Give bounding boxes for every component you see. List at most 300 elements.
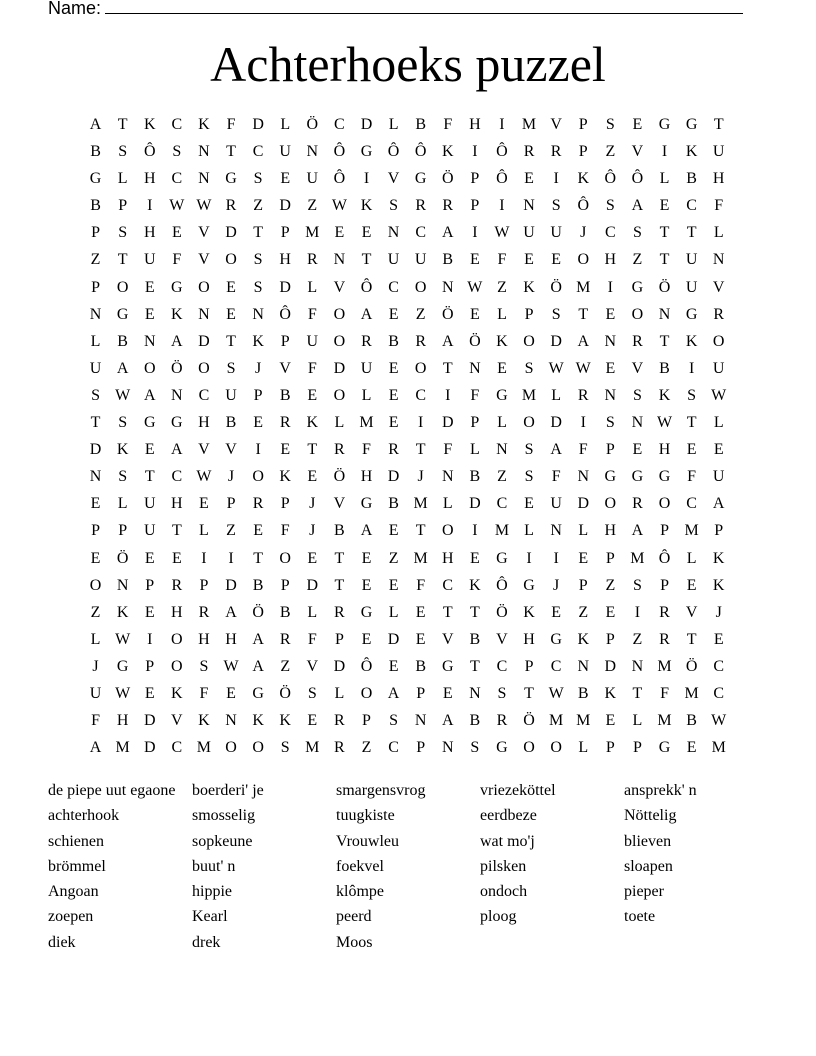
grid-letter: F [443, 441, 453, 459]
grid-letter: M [305, 224, 320, 242]
grid-letter: E [280, 170, 291, 188]
grid-letter: K [306, 414, 319, 432]
grid-letter: B [90, 143, 101, 161]
grid-letter: J [715, 603, 722, 621]
grid-letter: S [280, 739, 290, 757]
grid-letter: Ö [306, 116, 319, 133]
grid-letter: C [415, 386, 426, 404]
grid-letter: P [605, 739, 615, 757]
grid-letter: B [415, 116, 426, 133]
grid-letter: M [711, 739, 726, 757]
grid-letter: G [658, 739, 671, 757]
grid-letter: Z [497, 278, 507, 296]
grid-letter: E [144, 603, 155, 621]
grid-letter: T [442, 603, 453, 621]
grid-row [82, 382, 734, 409]
grid-letter: N [441, 468, 454, 486]
grid-letter: B [686, 712, 697, 730]
grid-letter: R [225, 197, 237, 215]
grid-letter: D [225, 224, 237, 242]
grid-letter: S [470, 739, 480, 757]
grid-letter: E [605, 603, 616, 621]
grid-letter: S [632, 386, 642, 404]
grid-letter: S [605, 116, 615, 133]
grid-letter: N [658, 305, 671, 323]
grid-letter: E [605, 712, 616, 730]
grid-letter: B [252, 576, 264, 594]
grid-letter: P [280, 224, 290, 242]
grid-letter: E [388, 414, 399, 432]
grid-letter: E [388, 522, 399, 540]
grid-letter: G [685, 305, 698, 323]
grid-letter: Z [632, 630, 643, 648]
grid-letter: H [360, 468, 373, 486]
grid-letter: G [171, 278, 183, 296]
grid-letter: E [226, 684, 236, 702]
grid-letter: T [659, 332, 670, 350]
grid-letter: U [306, 170, 319, 188]
word-list-item: hippie [192, 883, 232, 901]
grid-letter: N [441, 278, 454, 296]
grid-letter: N [712, 251, 725, 269]
grid-letter: M [576, 278, 591, 296]
grid-letter: H [604, 251, 617, 269]
grid-letter: L [469, 441, 480, 459]
grid-letter: E [713, 630, 724, 648]
grid-letter: F [91, 712, 100, 730]
grid-letter: M [521, 116, 537, 133]
grid-letter: P [470, 197, 480, 215]
grid-letter: E [415, 603, 426, 621]
word-list-item: ploog [480, 908, 517, 926]
grid-letter: R [334, 739, 345, 757]
grid-letter: E [388, 657, 399, 675]
grid-letter: N [604, 386, 617, 404]
grid-row [82, 490, 734, 517]
grid-letter: G [685, 116, 698, 133]
grid-letter: L [280, 116, 291, 133]
grid-row [82, 111, 734, 138]
grid-letter: S [524, 468, 534, 486]
grid-letter: G [441, 657, 454, 675]
grid-letter: H [198, 414, 210, 432]
word-list-item: peerd [336, 908, 372, 926]
grid-letter: P [470, 414, 480, 432]
grid-letter: P [362, 712, 371, 730]
grid-letter: W [575, 359, 591, 377]
grid-letter: C [388, 739, 399, 757]
grid-letter: U [414, 251, 427, 269]
grid-letter: R [334, 603, 345, 621]
grid-letter: T [117, 116, 128, 133]
grid-letter: F [199, 684, 209, 702]
grid-letter: P [91, 224, 100, 242]
grid-letter: D [252, 116, 264, 133]
word-list-item: Angoan [48, 883, 99, 901]
word-list-item: drek [192, 933, 221, 951]
grid-letter: T [226, 143, 236, 161]
grid-letter: T [253, 549, 263, 567]
grid-letter: E [144, 684, 155, 702]
grid-letter: F [280, 522, 290, 540]
grid-letter: S [389, 197, 399, 215]
grid-letter: U [712, 359, 725, 377]
grid-letter: D [469, 495, 481, 513]
grid-letter: G [116, 657, 129, 675]
grid-row [82, 328, 734, 355]
grid-row [82, 192, 734, 219]
grid-letter: F [307, 305, 317, 323]
grid-letter: W [711, 386, 727, 404]
grid-letter: W [494, 224, 510, 242]
grid-letter: O [414, 278, 427, 296]
grid-letter: P [226, 495, 236, 513]
grid-letter: G [550, 630, 562, 648]
grid-letter: C [198, 386, 210, 404]
grid-letter: H [198, 630, 210, 648]
grid-letter: Ö [116, 549, 129, 567]
grid-letter: A [116, 359, 129, 377]
grid-letter: A [631, 197, 644, 215]
grid-letter: M [630, 549, 645, 567]
grid-letter: P [416, 684, 426, 702]
grid-letter: E [551, 603, 562, 621]
grid-letter: N [496, 441, 508, 459]
word-list-item: smargensvrog [336, 782, 426, 799]
grid-letter: U [360, 359, 373, 377]
grid-letter: S [253, 278, 263, 296]
grid-letter: I [526, 549, 532, 567]
grid-letter: L [334, 414, 345, 432]
grid-letter: Ô [333, 143, 346, 161]
grid-letter: Ö [496, 603, 508, 621]
grid-letter: I [472, 522, 478, 540]
grid-letter: R [713, 305, 725, 323]
grid-letter: V [198, 224, 210, 242]
grid-letter: V [496, 630, 508, 648]
grid-letter: B [442, 251, 454, 269]
grid-letter: E [171, 224, 182, 242]
grid-letter: I [228, 549, 234, 567]
grid-letter: R [334, 712, 345, 730]
grid-letter: E [144, 549, 155, 567]
grid-letter: V [712, 278, 725, 296]
grid-letter: O [225, 739, 237, 757]
grid-letter: I [499, 116, 505, 133]
grid-letter: U [685, 251, 698, 269]
grid-letter: U [279, 143, 291, 161]
grid-letter: Ô [360, 278, 373, 296]
grid-row [82, 626, 734, 653]
grid-letter: T [334, 576, 345, 594]
grid-letter: C [388, 278, 399, 296]
grid-letter: E [686, 441, 697, 459]
grid-letter: R [334, 441, 345, 459]
grid-letter: R [388, 441, 399, 459]
grid-letter: P [470, 170, 480, 188]
word-list-item: pieper [624, 883, 664, 901]
grid-letter: I [363, 170, 370, 188]
grid-letter: I [472, 143, 478, 161]
grid-letter: U [550, 495, 562, 513]
grid-letter: E [713, 441, 724, 459]
grid-letter: E [307, 468, 318, 486]
grid-letter: W [331, 197, 347, 215]
grid-letter: C [550, 657, 562, 675]
grid-letter: G [143, 414, 156, 432]
grid-letter: V [550, 116, 562, 133]
word-list-item: Kearl [192, 908, 228, 926]
grid-letter: A [387, 684, 400, 702]
grid-letter: S [199, 657, 209, 675]
grid-letter: T [632, 684, 643, 702]
grid-letter: L [117, 170, 128, 188]
grid-letter: V [631, 143, 644, 161]
grid-letter: E [253, 522, 263, 540]
grid-letter: G [414, 170, 427, 188]
grid-letter: K [360, 197, 373, 215]
grid-letter: B [415, 657, 426, 675]
grid-letter: F [443, 116, 453, 133]
grid-letter: Ö [441, 305, 454, 323]
grid-letter: A [171, 441, 183, 459]
word-list-item: buut' n [192, 857, 236, 875]
grid-letter: E [605, 359, 616, 377]
grid-letter: L [199, 522, 209, 540]
grid-letter: K [496, 332, 508, 350]
grid-letter: U [712, 143, 725, 161]
grid-letter: O [523, 414, 535, 432]
grid-letter: F [551, 468, 561, 486]
grid-letter: B [469, 630, 481, 648]
grid-letter: G [360, 495, 373, 513]
grid-letter: A [360, 522, 373, 540]
grid-letter: N [89, 468, 102, 486]
grid-letter: Ö [469, 332, 481, 350]
word-list-item: Vrouwleu [336, 832, 400, 850]
grid-letter: O [658, 495, 671, 513]
grid-letter: Ô [360, 657, 373, 675]
grid-letter: E [226, 305, 236, 323]
grid-letter: Ö [685, 657, 698, 675]
grid-letter: C [171, 739, 183, 757]
word-list-item: achterhook [48, 807, 120, 825]
grid-letter: V [333, 278, 346, 296]
grid-letter: M [576, 712, 591, 730]
grid-letter: Ô [333, 170, 346, 188]
grid-letter: L [551, 386, 562, 404]
grid-letter: N [143, 332, 156, 350]
grid-letter: A [252, 657, 264, 675]
grid-letter: S [605, 197, 615, 215]
grid-letter: E [551, 251, 562, 269]
grid-letter: U [550, 224, 562, 242]
grid-letter: O [414, 359, 427, 377]
grid-letter: K [279, 712, 291, 730]
grid-letter: J [553, 576, 560, 594]
grid-letter: I [634, 603, 641, 621]
grid-letter: D [604, 657, 617, 675]
grid-letter: H [143, 224, 156, 242]
grid-letter: P [199, 576, 209, 594]
grid-letter: Ô [279, 305, 291, 323]
grid-row [82, 138, 734, 165]
word-list-item: foekvel [336, 857, 384, 875]
grid-letter: N [333, 251, 346, 269]
grid-letter: I [255, 441, 261, 459]
grid-letter: E [307, 712, 318, 730]
grid-letter: R [659, 630, 670, 648]
grid-letter: A [441, 224, 454, 242]
grid-letter: A [441, 332, 454, 350]
grid-letter: E [578, 549, 589, 567]
grid-letter: O [523, 332, 535, 350]
grid-letter: L [713, 414, 724, 432]
grid-letter: A [441, 712, 454, 730]
grid-letter: K [658, 386, 671, 404]
grid-letter: C [686, 197, 697, 215]
grid-letter: T [307, 441, 318, 459]
grid-letter: R [523, 143, 535, 161]
grid-letter: T [469, 603, 480, 621]
name-underline [105, 0, 743, 14]
grid-letter: F [687, 468, 697, 486]
grid-row [82, 274, 734, 301]
grid-letter: I [688, 359, 695, 377]
grid-letter: L [117, 495, 128, 513]
grid-letter: T [686, 414, 697, 432]
grid-row [82, 246, 734, 273]
grid-letter: F [416, 576, 426, 594]
grid-letter: M [657, 657, 672, 675]
grid-letter: K [143, 116, 156, 133]
grid-letter: V [171, 712, 183, 730]
word-list-item: vriezeköttel [480, 782, 556, 799]
grid-letter: T [253, 224, 263, 242]
grid-letter: G [360, 143, 373, 161]
grid-letter: N [469, 359, 481, 377]
grid-letter: G [496, 739, 508, 757]
grid-letter: T [442, 359, 453, 377]
grid-letter: O [333, 386, 346, 404]
grid-letter: T [415, 441, 426, 459]
grid-letter: A [712, 495, 725, 513]
grid-letter: K [685, 143, 698, 161]
grid-letter: V [225, 441, 237, 459]
grid-letter: P [280, 576, 290, 594]
grid-letter: N [198, 170, 210, 188]
grid-letter: C [171, 116, 183, 133]
grid-letter: N [89, 305, 102, 323]
grid-letter: A [252, 630, 264, 648]
grid-letter: H [171, 603, 183, 621]
grid-letter: Z [605, 576, 616, 594]
grid-letter: O [360, 684, 373, 702]
grid-letter: Z [497, 468, 507, 486]
grid-letter: O [604, 495, 617, 513]
grid-letter: P [578, 116, 588, 133]
grid-letter: O [143, 359, 156, 377]
grid-letter: E [388, 305, 399, 323]
word-list-item: zoepen [48, 908, 94, 926]
grid-letter: E [361, 549, 372, 567]
grid-letter: C [604, 224, 616, 242]
grid-letter: Z [632, 251, 643, 269]
grid-letter: C [252, 143, 264, 161]
grid-letter: Ö [252, 603, 264, 621]
grid-letter: V [306, 657, 319, 675]
grid-letter: E [497, 359, 507, 377]
grid-letter: B [659, 359, 670, 377]
grid-letter: K [523, 278, 535, 296]
grid-letter: D [143, 739, 156, 757]
grid-letter: S [389, 712, 399, 730]
grid-letter: H [171, 495, 183, 513]
grid-letter: U [143, 495, 156, 513]
word-list-item: eerdbeze [480, 807, 537, 825]
grid-letter: O [171, 630, 183, 648]
grid-letter: L [388, 116, 399, 133]
grid-letter: M [115, 739, 130, 757]
grid-letter: E [361, 630, 372, 648]
grid-letter: B [469, 712, 481, 730]
word-list-item: diek [48, 933, 76, 951]
grid-letter: K [198, 116, 210, 133]
grid-letter: P [280, 332, 290, 350]
grid-letter: W [169, 197, 185, 215]
grid-letter: K [685, 332, 698, 350]
grid-letter: Z [90, 251, 101, 269]
grid-letter: T [361, 251, 372, 269]
grid-letter: P [145, 657, 155, 675]
grid-letter: D [441, 414, 454, 432]
grid-letter: E [226, 278, 236, 296]
grid-letter: R [415, 332, 426, 350]
grid-letter: C [713, 657, 725, 675]
grid-letter: U [89, 359, 102, 377]
grid-letter: F [714, 197, 724, 215]
grid-letter: T [415, 522, 426, 540]
grid-letter: E [334, 224, 345, 242]
grid-letter: S [497, 684, 507, 702]
grid-letter: D [577, 495, 590, 513]
grid-letter: M [684, 522, 699, 540]
grid-letter: T [469, 657, 480, 675]
grid-letter: U [143, 251, 156, 269]
grid-row [82, 355, 734, 382]
word-list-item: brömmel [48, 857, 106, 875]
grid-letter: E [659, 197, 670, 215]
grid-letter: N [441, 739, 454, 757]
grid-letter: F [362, 441, 371, 459]
grid-letter: T [713, 116, 724, 133]
grid-letter: E [469, 305, 480, 323]
grid-letter: G [252, 684, 264, 702]
grid-letter: O [523, 739, 535, 757]
grid-letter: Ö [441, 170, 454, 188]
grid-letter: O [712, 332, 725, 350]
grid-letter: O [550, 739, 562, 757]
grid-letter: S [307, 684, 317, 702]
grid-letter: T [226, 332, 236, 350]
grid-letter: D [279, 197, 291, 215]
grid-letter: L [497, 305, 507, 323]
grid-letter: Ô [604, 170, 617, 188]
grid-letter: I [472, 224, 478, 242]
grid-letter: T [659, 251, 670, 269]
grid-letter: N [171, 386, 183, 404]
grid-letter: V [279, 359, 291, 377]
